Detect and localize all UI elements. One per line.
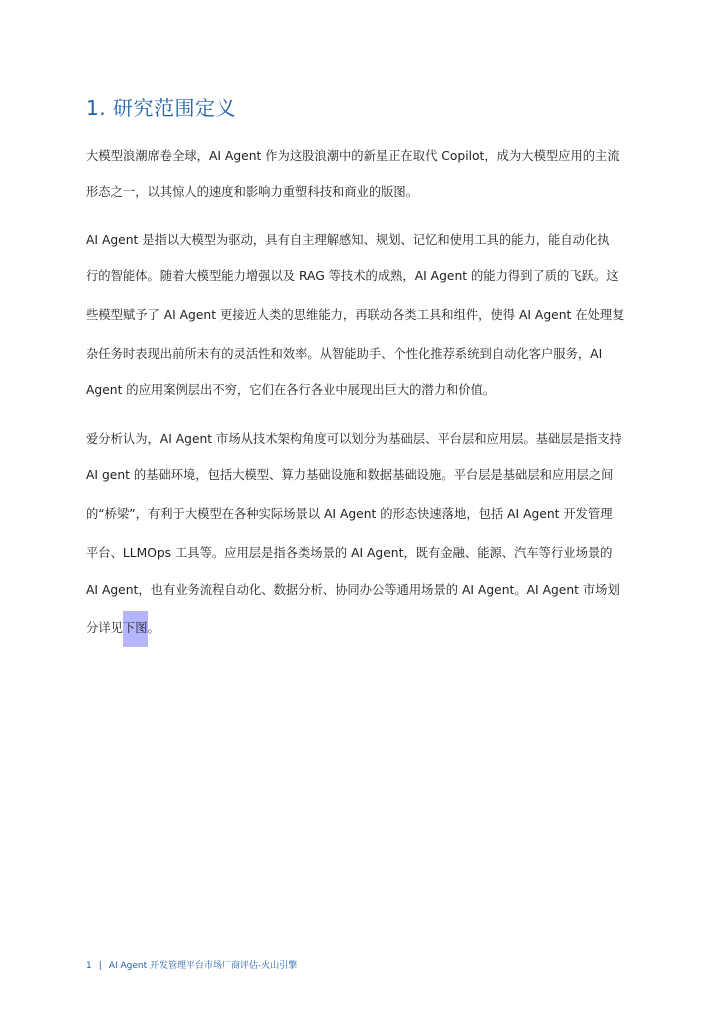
paragraph-3-line-6 <box>86 620 160 636</box>
paragraph-3-line-1: 爱分析认为，AI Agent 市场从技术架构角度可以划分为基础层、平台层和应用层。基础层是指支持 <box>86 432 622 446</box>
last-line-suffix: 。 <box>147 621 160 635</box>
last-line-prefix: 分详见 <box>86 621 123 635</box>
paragraph-3-line-5: AI Agent，也有业务流程自动化、数据分析、协同办公等通用场景的 AI Agent。AI Agent 市场划 <box>86 583 620 597</box>
paragraph-1-line-2: 形态之一，以其惊人的速度和影响力重塑科技和商业的版图。 <box>86 185 419 199</box>
footer-separator: | <box>98 961 102 971</box>
paragraph-2-line-2: 行的智能体。随着大模型能力增强以及 RAG 等技术的成熟，AI Agent 的能力得到了质的飞跃。这 <box>86 269 619 283</box>
page-footer <box>86 958 297 971</box>
paragraph-3-line-2: AI gent 的基础环境，包括大模型、算力基础设施和数据基础设施。平台层是基础层和应用层之间 <box>86 468 614 482</box>
paragraph-3-line-4: 平台、LLMOps 工具等。应用层是指各类场景的 AI Agent，既有金融、能源、汽车等行业场景的 <box>86 546 613 560</box>
footer-title: AI Agent 开发管理平台市场厂商评估-火山引擎 <box>108 961 298 971</box>
section-title: 研究范围定义 <box>112 96 236 120</box>
text-selection-highlight[interactable]: 下图 <box>123 611 148 647</box>
section-number: 1. <box>86 96 107 120</box>
paragraph-2-line-3: 些模型赋予了 AI Agent 更接近人类的思维能力，再联动各类工具和组件，使得 AI Agent 在处理复 <box>86 308 625 322</box>
paragraph-3-line-3: 的“桥梁”，有利于大模型在各种实际场景以 AI Agent 的形态快速落地，包括 AI Agent 开发管理 <box>86 507 613 521</box>
paragraph-2-line-1: AI Agent 是指以大模型为驱动，具有自主理解感知、规划、记忆和使用工具的能力，能自动化执 <box>86 233 610 247</box>
paragraph-1-line-1: 大模型浪潮席卷全球，AI Agent 作为这股浪潮中的新星正在取代 Copilot，成为大模型应用的主流 <box>86 149 620 163</box>
section-heading <box>86 92 236 121</box>
page-number: 1 <box>86 961 92 971</box>
paragraph-2-line-5: Agent 的应用案例层出不穷，它们在各行各业中展现出巨大的潜力和价值。 <box>86 383 496 397</box>
paragraph-2-line-4: 杂任务时表现出前所未有的灵活性和效率。从智能助手、个性化推荐系统到自动化客户服务，AI <box>86 347 603 361</box>
